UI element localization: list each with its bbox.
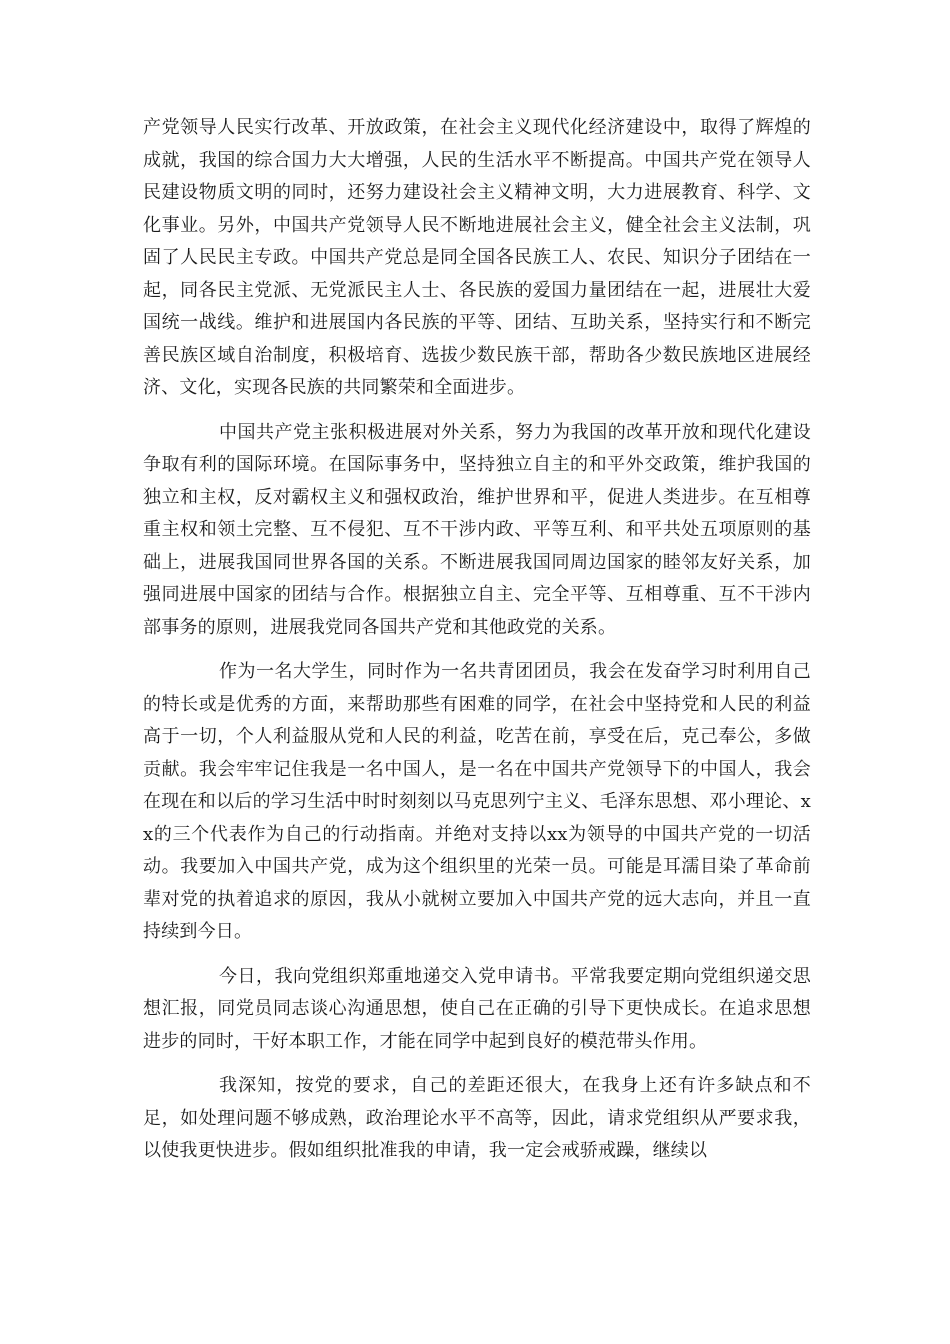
paragraph-self-reflection: 我深知，按党的要求，自己的差距还很大，在我身上还有许多缺点和不足，如处理问题不够成熟，政治理论水平不高等，因此，请求党组织从严要求我，以使我更快进步。假如组织批准我的申请，我一定会戒骄戒躁，继续以 xyxy=(143,1075,811,1161)
paragraph-personal-commitment: 作为一名大学生，同时作为一名共青团团员，我会在发奋学习时利用自己的特长或是优秀的方面，来帮助那些有困难的同学，在社会中坚持党和人民的利益高于一切，个人利益服从党和人民的利益，吃苦在前，享受在后，克己奉公，多做贡献。我会牢牢记住我是一名中国人，是一名在中国共产党领导下的中国人，我会在现在和以后的学习生活中时时刻刻以马克思列宁主义、毛泽东思想、邓小理论、xx的三个代表作为自己的行动指南。并绝对支持以xx为领导的中国共产党的一切活动。我要加入中国共产党，成为这个组织里的光荣一员。可能是耳濡目染了革命前辈对党的执着追求的原因，我从小就树立要加入中国共产党的远大志向，并且一直持续到今日。 xyxy=(143,661,811,942)
paragraph-application-submission: 今日，我向党组织郑重地递交入党申请书。平常我要定期向党组织递交思想汇报，同党员同志谈心沟通思想，使自己在正确的引导下更快成长。在追求思想进步的同时，干好本职工作，才能在同学中起到良好的模范带头作用。 xyxy=(143,965,811,1052)
paragraph-foreign-relations: 中国共产党主张积极进展对外关系，努力为我国的改革开放和现代化建设争取有利的国际环境。在国际事务中，坚持独立自主的和平外交政策，维护我国的独立和主权，反对霸权主义和强权政治，维护世界和平，促进人类进步。在互相尊重主权和领土完整、互不侵犯、互不干涉内政、平等互利、和平共处五项原则的基础上，进展我国同世界各国的关系。不断进展我国同周边国家的睦邻友好关系，加强同进展中国家的团结与合作。根据独立自主、完全平等、互相尊重、互不干涉内部事务的原则，进展我党同各国共产党和其他政党的关系。 xyxy=(143,421,811,638)
document-body xyxy=(143,112,811,1180)
paragraph-domestic-achievements: 产党领导人民实行改革、开放政策，在社会主义现代化经济建设中，取得了辉煌的成就，我国的综合国力大大增强，人民的生活水平不断提高。中国共产党在领导人民建设物质文明的同时，还努力建设社会主义精神文明，大力进展教育、科学、文化事业。另外，中国共产党领导人民不断地进展社会主义，健全社会主义法制，巩固了人民民主专政。中国共产党总是同全国各民族工人、农民、知识分子团结在一起，同各民主党派、无党派民主人士、各民族的爱国力量团结在一起，进展壮大爱国统一战线。维护和进展国内各民族的平等、团结、互助关系，坚持实行和不断完善民族区域自治制度，积极培育、选拔少数民族干部，帮助各少数民族地区进展经济、文化，实现各民族的共同繁荣和全面进步。 xyxy=(143,117,811,398)
